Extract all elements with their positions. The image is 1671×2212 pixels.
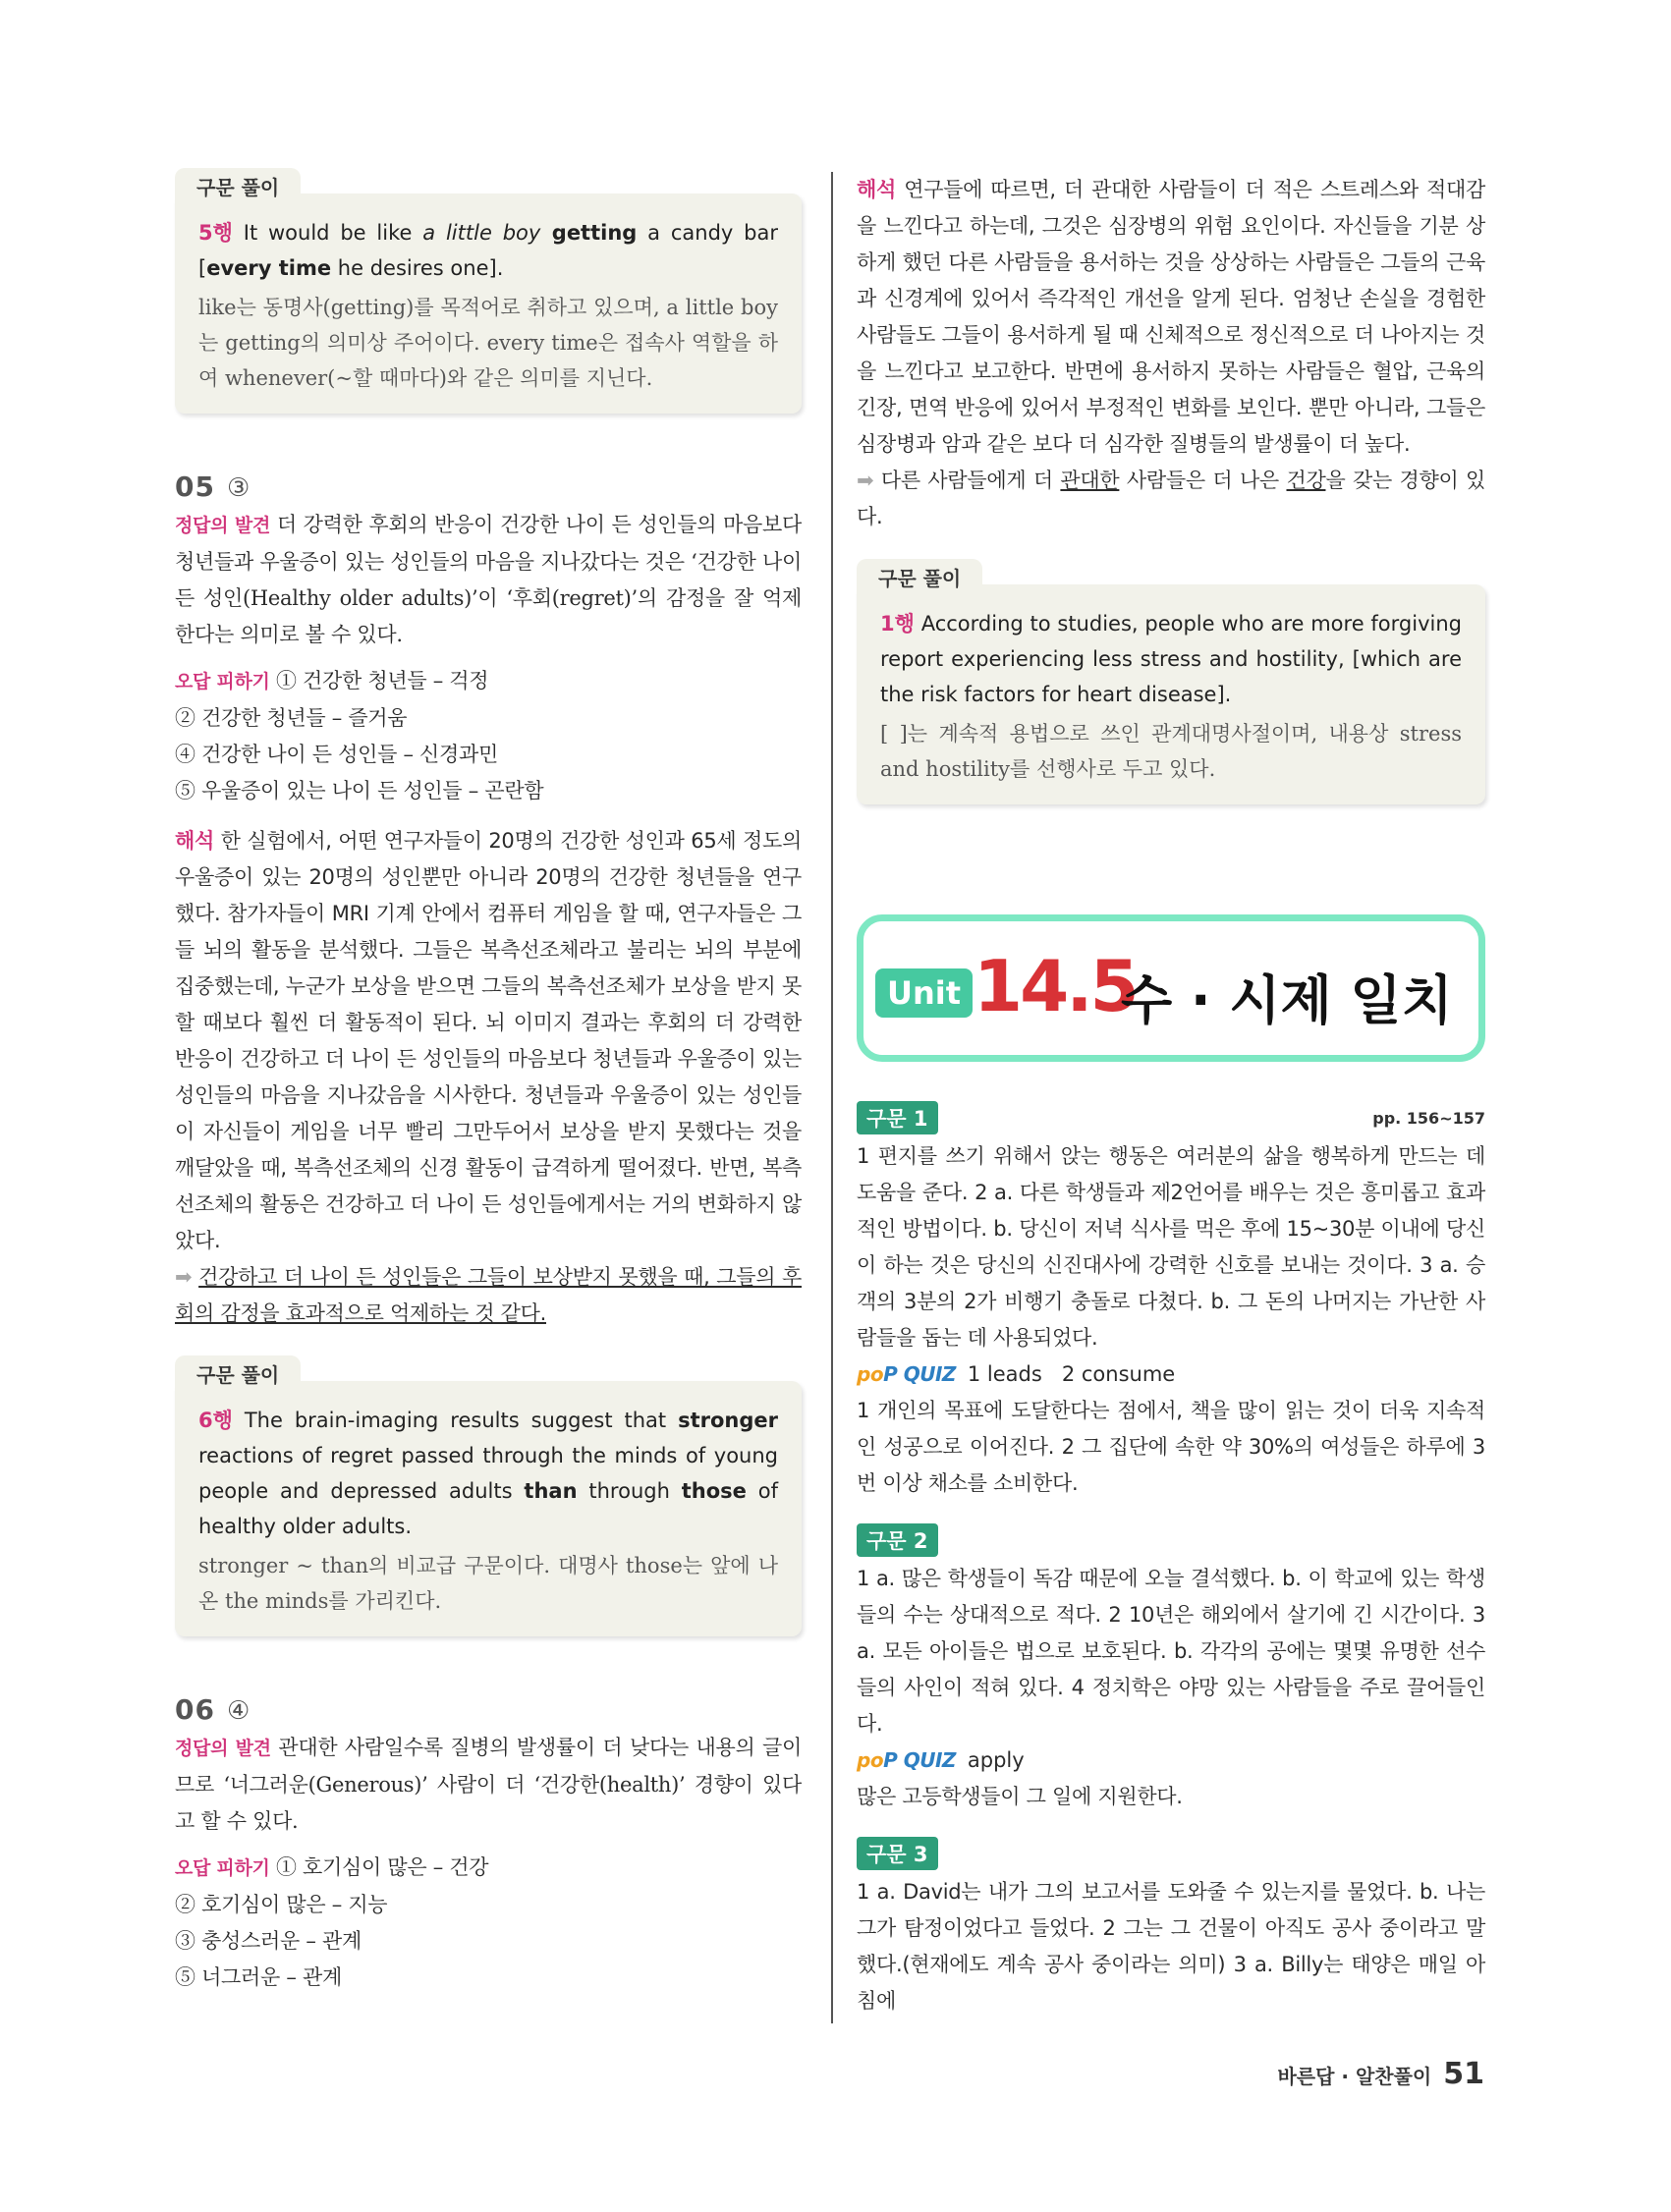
wrong-answer-item: ② 호기심이 많은 – 지능 [175, 1893, 388, 1916]
column-divider [831, 172, 833, 2023]
syntax-box-tab: 구문 풀이 [857, 559, 982, 593]
syntax-box-2 [175, 1363, 802, 1636]
page-number: 51 [1443, 2057, 1484, 2091]
pop-quiz-logo: poP QUIZ [857, 1362, 956, 1386]
answer-discovery-label: 정답의 발견 [175, 1738, 271, 1759]
syntax-explanation: stronger ~ than의 비교급 구문이다. 대명사 those는 앞에 나온 the minds를 가리킨다. [198, 1554, 778, 1613]
gumun-badge: 구문 2 [857, 1523, 938, 1557]
wrong-answer-item: ③ 충성스러운 – 관계 [175, 1929, 362, 1953]
answer-discovery: 정답의 발견 더 강력한 후회의 반응이 건강한 나이 든 성인들의 마음보다 청년들과 우울증이 있는 성인들의 마음을 지나갔다는 것은 ‘건강한 나이 든 성인(Healthy older adults)’이 ‘후회(regret)’의 감정을 잘 억제한다는 의미로 볼 수 있다. [175, 513, 802, 646]
pop-quiz-2 [857, 1742, 1485, 1779]
gumun-badge: 구문 3 [857, 1837, 938, 1870]
answer-mark: ④ [226, 1696, 251, 1726]
gumun-3-header [857, 1837, 1485, 1870]
wrong-answers: 오답 피하기 ① 호기심이 많은 – 건강 ② 호기심이 많은 – 지능 ③ 충성스러운 – 관계 ⑤ 너그러운 – 관계 [175, 1850, 802, 1996]
syntax-sentence: 6행 The brain-imaging results suggest that stronger reactions of regret passed through the minds of young people and depressed adults than through those of healthy older adults. [198, 1409, 778, 1538]
footer-title: 바른답 · 알찬풀이 [1277, 2065, 1432, 2088]
pop-quiz-answer: apply [967, 1748, 1025, 1772]
pop-quiz-2-text: 많은 고등학생들이 그 일에 지원한다. [857, 1785, 1183, 1808]
wrong-answers-label: 오답 피하기 [175, 1857, 270, 1879]
unit-number: 14.5 [974, 945, 1137, 1027]
wrong-answers: 오답 피하기 ① 건강한 청년들 – 걱정 ② 건강한 청년들 – 즐거움 ④ 건강한 나이 든 성인들 – 신경과민 ⑤ 우울증이 있는 나이 든 성인들 – 곤란함 [175, 663, 802, 809]
line-tag: 5행 [198, 221, 233, 245]
pop-quiz-1 [857, 1356, 1485, 1393]
translation-label: 해석 [857, 178, 896, 201]
unit-title: 수 · 시제 일치 [1121, 969, 1453, 1031]
syntax-sentence: 1행 According to studies, people who are more forgiving report experiencing less stress and hostility, [which are the risk factors for heart disease]. [880, 612, 1462, 706]
syntax-box-3 [857, 567, 1485, 804]
right-column [857, 172, 1485, 2019]
wrong-answer-item: ⑤ 우울증이 있는 나이 든 성인들 – 곤란함 [175, 779, 544, 802]
unit-banner [857, 914, 1485, 1062]
answer-mark: ③ [226, 473, 251, 503]
syntax-box-tab: 구문 풀이 [175, 1355, 301, 1390]
page-range: pp. 156~157 [1372, 1108, 1485, 1128]
wrong-answer-item: ⑤ 너그러운 – 관계 [175, 1965, 342, 1989]
arrow-icon: ➡ [857, 469, 874, 492]
syntax-sentence: 5행 It would be like a little boy getting a candy bar [every time he desires one]. [198, 221, 779, 280]
gumun-2-text: 1 a. 많은 학생들이 독감 때문에 오늘 결석했다. b. 이 학교에 있는 학생들의 수는 상대적으로 적다. 2 10년은 해외에서 살기에 긴 시간이다. 3 a. 모든 아이들은 법으로 보호된다. b. 각각의 공에는 몇몇 유명한 선수들의 사인이 적혀 있다. 4 정치학은 야망 있는 사람들을 주로 끌어들인다. [857, 1567, 1485, 1736]
question-number-05: 05 ③ [175, 470, 251, 503]
pop-quiz-answer: 1 leads 2 consume [967, 1362, 1176, 1386]
pop-quiz-logo: poP QUIZ [857, 1748, 956, 1772]
gumun-1-text: 1 편지를 쓰기 위해서 앉는 행동은 여러분의 삶을 행복하게 만드는 데 도움을 준다. 2 a. 다른 학생들과 제2언어를 배우는 것은 흥미롭고 효과적인 방법이다. b. 당신이 저녁 식사를 먹은 후에 15~30분 이내에 당신이 하는 것은 당신의 신진대사에 강력한 신호를 보내는 것이다. 3 a. 승객의 3분의 2가 비행기 충돌로 다쳤다. b. 그 돈의 나머지는 가난한 사람들을 돕는 데 사용되었다. [857, 1144, 1485, 1350]
summary-line: ➡ 다른 사람들에게 더 관대한 사람들은 더 나은 건강을 갖는 경향이 있다. [857, 469, 1486, 528]
gumun-badge: 구문 1 [857, 1101, 938, 1134]
gumun-1-header [857, 1101, 1485, 1134]
gumun-3-text: 1 a. David는 내가 그의 보고서를 도와줄 수 있는지를 물었다. b. 나는 그가 탐정이었다고 들었다. 2 그는 그 건물이 아직도 공사 중이라고 말했다.(현재에도 계속 공사 중이라는 의미) 3 a. Billy는 태양은 매일 아침에 [857, 1880, 1485, 2013]
pop-quiz-1-text: 1 개인의 목표에 도달한다는 점에서, 책을 많이 읽는 것이 더욱 지속적인 성공으로 이어진다. 2 그 집단에 속한 약 30%의 여성들은 하루에 3번 이상 채소를 소비한다. [857, 1399, 1485, 1495]
translation: 해석 연구들에 따르면, 더 관대한 사람들이 더 적은 스트레스와 적대감을 느낀다고 하는데, 그것은 심장병의 위험 요인이다. 자신들을 기분 상하게 했던 다른 사람들을 용서하는 것을 상상하는 사람들은 그들의 근육과 신경계에 있어서 즉각적인 개선을 알게 된다. 엄청난 손실을 경험한 사람들도 그들이 용서하게 될 때 신체적으로 정신적으로 더 나아지는 것을 느낀다고 보고한다. 반면에 용서하지 못하는 사람들은 혈압, 근육의 긴장, 면역 반응에 있어서 부정적인 변화를 보인다. 뿐만 아니라, 그들은 심장병과 암과 같은 보다 더 심각한 질병들의 발생률이 더 높다. [857, 178, 1485, 456]
summary-line: ➡ 건강하고 더 나이 든 성인들은 그들이 보상받지 못했을 때, 그들의 후회의 감정을 효과적으로 억제하는 것 같다. [175, 1265, 802, 1325]
arrow-icon: ➡ [175, 1265, 193, 1289]
syntax-box-1 [175, 176, 802, 414]
line-tag: 1행 [880, 612, 915, 636]
answer-discovery: 정답의 발견 관대한 사람일수록 질병의 발생률이 더 낮다는 내용의 글이므로 ‘너그러운(Generous)’ 사람이 더 ‘건강한(health)’ 경향이 있다고 할 수 있다. [175, 1736, 802, 1833]
syntax-explanation: [ ]는 계속적 용법으로 쓰인 관계대명사절이며, 내용상 stress and hostility를 선행사로 두고 있다. [880, 722, 1462, 781]
page-footer [1277, 2057, 1484, 2091]
wrong-answer-item: ④ 건강한 나이 든 성인들 – 신경과민 [175, 743, 498, 766]
translation-label: 해석 [175, 829, 214, 853]
unit-label: Unit [875, 968, 973, 1018]
line-tag: 6행 [198, 1409, 233, 1432]
answer-discovery-label: 정답의 발견 [175, 515, 271, 536]
gumun-2-header [857, 1523, 1485, 1557]
left-column [175, 172, 802, 1996]
syntax-explanation: like는 동명사(getting)를 목적어로 취하고 있으며, a little boy는 getting의 의미상 주어이다. every time은 접속사 역할을 하여 whenever(~할 때마다)와 같은 의미를 지닌다. [198, 296, 778, 390]
wrong-answer-item: ② 건강한 청년들 – 즐거움 [175, 706, 408, 730]
question-number-06: 06 ④ [175, 1693, 251, 1726]
syntax-box-tab: 구문 풀이 [175, 168, 301, 202]
wrong-answers-label: 오답 피하기 [175, 671, 270, 692]
translation: 해석 한 실험에서, 어떤 연구자들이 20명의 건강한 성인과 65세 정도의 우울증이 있는 20명의 성인뿐만 아니라 20명의 건강한 청년들을 연구했다. 참가자들이 MRI 기계 안에서 컴퓨터 게임을 할 때, 연구자들은 그들 뇌의 활동을 분석했다. 그들은 복측선조체라고 불리는 뇌의 부분에 집중했는데, 누군가 보상을 받으면 그들의 복측선조체가 보상을 받지 못할 때보다 훨씬 더 활동적이 된다. 뇌 이미지 결과는 후회의 더 강력한 반응이 건강하고 더 나이 든 성인들의 마음보다 청년들과 우울증이 있는 성인들의 마음을 지나갔음을 시사한다. 청년들과 우울증이 있는 성인들이 자신들이 게임을 너무 빨리 그만두어서 보상을 받지 못했다는 것을 깨달았을 때, 복측선조체의 신경 활동이 급격하게 떨어졌다. 반면, 복측선조체의 활동은 건강하고 더 나이 든 성인들에게서는 거의 변화하지 않았다. [175, 829, 802, 1252]
